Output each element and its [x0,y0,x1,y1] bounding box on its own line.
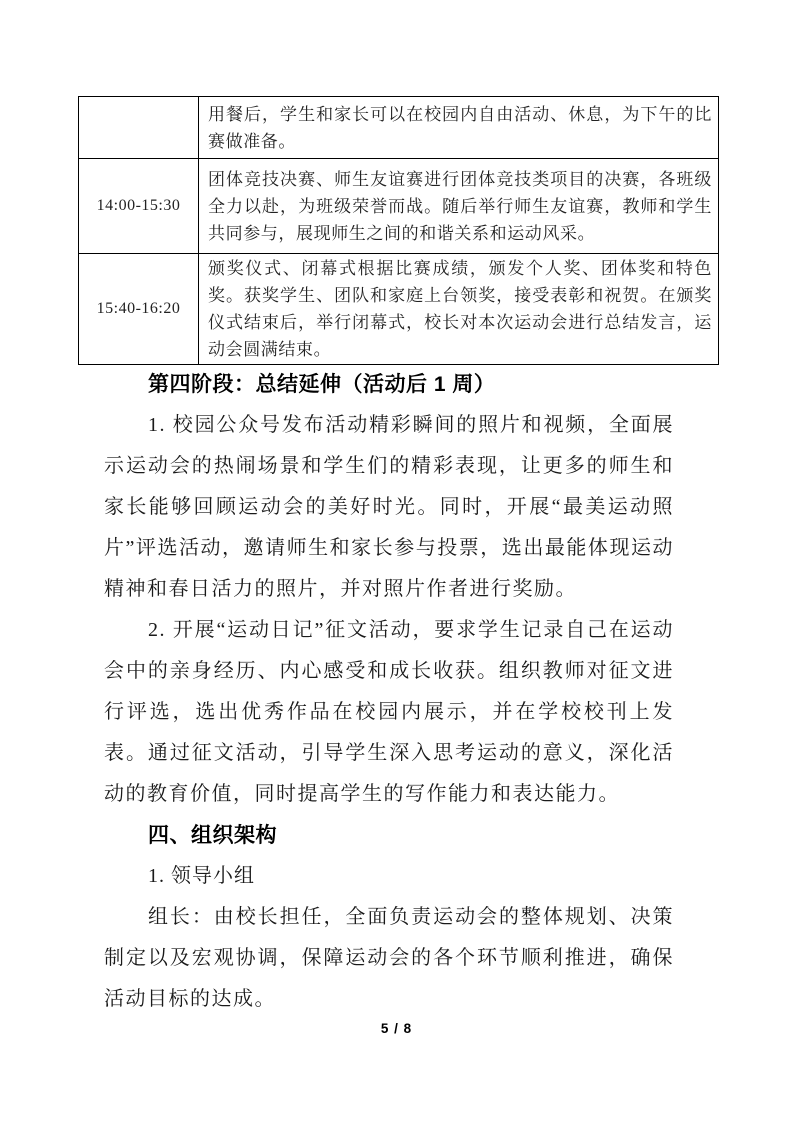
leader-group-paragraph: 组长：由校长担任，全面负责运动会的整体规划、决策制定以及宏观协调，保障运动会的各个环节顺利推进，确保活动目标的达成。 [104,906,674,1010]
stage4-paragraph-2: 2. 开展“运动日记”征文活动，要求学生记录自己在运动会中的亲身经历、内心感受和成长收获。组织教师对征文进行评选，选出优秀作品在校园内展示，并在学校校刊上发表。通过征文活动，引导学生深入思考运动的意义，深化活动的教育价值，同时提高学生的写作能力和表达能力。 [104,619,674,805]
description-cell: 团体竞技决赛、师生友谊赛进行团体竞技类项目的决赛，各班级全力以赴，为班级荣誉而战。随后举行师生友谊赛，教师和学生共同参与，展现师生之间的和谐关系和运动风采。 [199,159,719,254]
time-cell: 14:00-15:30 [79,159,199,254]
description-cell: 用餐后，学生和家长可以在校园内自由活动、休息，为下午的比赛做准备。 [199,97,719,159]
document-body [104,364,674,1020]
table-row [79,97,719,159]
leader-group-subheading: 1. 领导小组 [148,865,255,887]
table-row [79,159,719,254]
time-cell: 15:40-16:20 [79,254,199,365]
time-cell [79,97,199,159]
table-row [79,254,719,365]
description-cell: 颁奖仪式、闭幕式根据比赛成绩，颁发个人奖、团体奖和特色奖。获奖学生、团队和家庭上台领奖，接受表彰和祝贺。在颁奖仪式结束后，举行闭幕式，校长对本次运动会进行总结发言，运动会圆满结束。 [199,254,719,365]
page-number: 5 / 8 [380,1021,413,1036]
schedule-table [78,96,719,365]
stage4-paragraph-1: 1. 校园公众号发布活动精彩瞬间的照片和视频，全面展示运动会的热闹场景和学生们的精彩表现，让更多的师生和家长能够回顾运动会的美好时光。同时，开展“最美运动照片”评选活动，邀请师生和家长参与投票，选出最能体现运动精神和春日活力的照片，并对照片作者进行奖励。 [104,414,674,600]
org-structure-heading: 四、组织架构 [148,824,277,847]
stage4-heading: 第四阶段：总结延伸（活动后 1 周） [148,373,496,396]
